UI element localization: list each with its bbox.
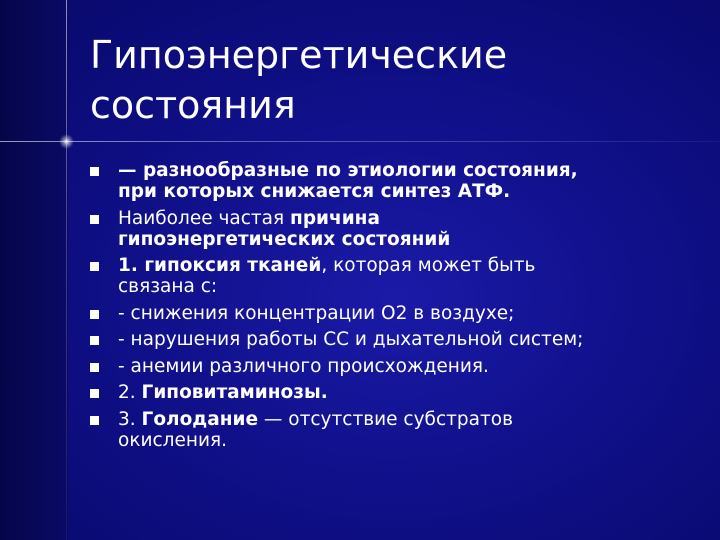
item-text-bold: Голодание <box>141 408 259 430</box>
item-text-bold: Гиповитаминозы. <box>141 382 328 403</box>
bullet-list <box>88 160 708 456</box>
square-bullet-icon <box>90 310 99 319</box>
title-line-1: Гипоэнергетические <box>90 33 508 77</box>
square-bullet-icon <box>90 389 99 398</box>
item-text-bold: 1. гипоксия тканей <box>118 255 322 276</box>
vertical-decor-line <box>66 0 67 540</box>
item-text-bold: — разнообразные по этиологии состояния, <box>118 160 578 181</box>
list-item <box>88 382 708 403</box>
item-text: окисления. <box>118 429 228 451</box>
list-item <box>88 303 708 324</box>
square-bullet-icon <box>90 363 99 372</box>
item-text-bold: при которых снижается синтез АТФ. <box>118 181 511 202</box>
list-item <box>88 255 708 297</box>
slide-title <box>90 30 690 130</box>
square-bullet-icon <box>90 215 99 224</box>
list-item <box>88 208 708 250</box>
item-text: Наиболее частая <box>118 207 291 229</box>
item-text: - нарушения работы СС и дыхательной систем; <box>118 329 584 350</box>
item-text-bold: гипоэнергетических состояний <box>118 228 451 250</box>
square-bullet-icon <box>90 416 99 425</box>
list-item <box>88 160 708 202</box>
item-text: 2. <box>118 382 142 403</box>
list-item <box>88 329 708 350</box>
square-bullet-icon <box>90 336 99 345</box>
item-text-bold: причина <box>290 207 380 229</box>
left-decor-band <box>0 0 68 540</box>
sparkle-icon <box>59 134 74 149</box>
item-text: 3. <box>118 408 142 430</box>
item-text: связана с: <box>118 276 218 297</box>
item-text: — отсутствие субстратов <box>258 408 513 430</box>
list-item <box>88 409 708 451</box>
item-text: - анемии различного происхождения. <box>118 355 489 377</box>
title-line-2: состояния <box>90 83 296 127</box>
square-bullet-icon <box>90 262 99 271</box>
item-text: - снижения концентрации О2 в воздухе; <box>118 302 515 324</box>
item-text: , которая может быть <box>321 255 536 276</box>
list-item <box>88 356 708 377</box>
horizontal-decor-line <box>0 141 720 142</box>
square-bullet-icon <box>90 167 99 176</box>
